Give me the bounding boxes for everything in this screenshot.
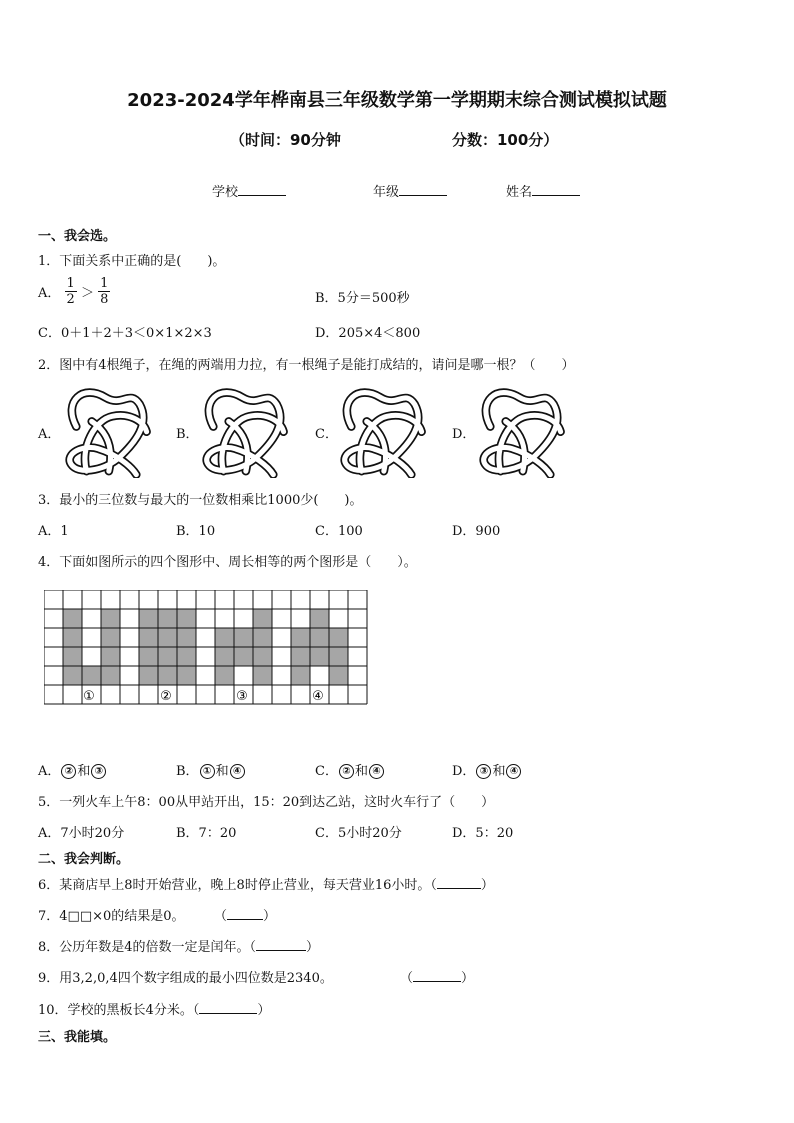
q10-answer-blank[interactable]	[199, 1001, 257, 1014]
q4-option-c[interactable]: C． ② 和 ④	[315, 760, 385, 779]
grid-lines	[44, 590, 367, 704]
q8-answer-blank[interactable]	[256, 938, 306, 951]
q3-option-d[interactable]: D．900	[452, 524, 501, 539]
question-4: 4．下面如图所示的四个图形中、周长相等的两个图形是（ ）。	[38, 555, 417, 570]
greater-than-sign: ＞	[80, 286, 94, 301]
fraction-one-half: $\frac{1}{2}$	[66, 276, 75, 307]
section-1-heading: 一、我会选。	[38, 229, 117, 244]
q5-option-d[interactable]: D．5：20	[452, 826, 514, 841]
exam-score: 分数：100分）	[452, 131, 559, 149]
circled-number: ③	[91, 764, 106, 779]
page-title: 2023-2024学年桦南县三年级数学第一学期期末综合测试模拟试题	[127, 90, 667, 111]
exam-time: （时间：90分钟	[230, 131, 341, 149]
question-9: 9．用3,2,0,4四个数字组成的最小四位数是2340。	[38, 971, 333, 986]
q6-answer-blank[interactable]	[437, 876, 481, 889]
question-6: 6．某商店早上8时开始营业，晚上8时停止营业，每天营业16小时。（ ）	[38, 878, 494, 893]
circled-number: ④	[369, 764, 384, 779]
q3-option-a[interactable]: A．1	[38, 524, 69, 539]
question-2: 2．图中有4根绳子，在绳的两端用力拉，有一根绳子是能打成结的，请问是哪一根？（ ）	[38, 358, 575, 373]
question-1: 1．下面关系中正确的是( )。	[38, 254, 226, 269]
section-2-heading: 二、我会判断。	[38, 852, 130, 867]
q2-option-d[interactable]: D．	[452, 427, 476, 442]
circled-number: ②	[339, 764, 354, 779]
shape-label-4: ④	[312, 689, 324, 704]
question-7: 7．4□□×0的结果是0。	[38, 909, 185, 924]
section-3-heading: 三、我能填。	[38, 1030, 117, 1045]
circled-number: ④	[506, 764, 521, 779]
q1-option-d[interactable]: D．205×4＜800	[315, 326, 421, 341]
q5-option-c[interactable]: C．5小时20分	[315, 826, 402, 841]
q4-option-b[interactable]: B． ① 和 ④	[176, 760, 246, 779]
question-5: 5．一列火车上午8：00从甲站开出，15：20到达乙站，这时火车行了（ ）	[38, 795, 495, 810]
q9-answer-blank[interactable]	[413, 969, 461, 982]
grade-blank[interactable]	[399, 183, 447, 196]
rope-knot-a-icon	[60, 382, 156, 478]
rope-knot-b-icon	[197, 382, 293, 478]
school-label: 学校	[212, 185, 239, 200]
grade-label: 年级	[373, 185, 400, 200]
rope-knot-c-icon	[335, 382, 431, 478]
q1-option-c[interactable]: C．0＋1＋2＋3＜0×1×2×3	[38, 326, 212, 341]
q2-option-b[interactable]: B．	[176, 427, 199, 442]
fraction-one-eighth: $\frac{1}{8}$	[100, 276, 109, 307]
q1-option-a[interactable]	[38, 276, 110, 307]
q7-answer-blank[interactable]	[227, 907, 263, 920]
school-blank[interactable]	[238, 183, 286, 196]
q3-option-c[interactable]: C．100	[315, 524, 363, 539]
q3-option-b[interactable]: B．10	[176, 524, 216, 539]
q7-answer: （ ）	[214, 909, 277, 924]
name-label: 姓名	[506, 185, 533, 200]
circled-number: ③	[476, 764, 491, 779]
shape-label-2: ②	[160, 689, 172, 704]
question-8: 8．公历年数是4的倍数一定是闰年。（ ）	[38, 940, 320, 955]
q1-option-b[interactable]: B．5分＝500秒	[315, 291, 410, 306]
q1-option-a-label: A．	[38, 286, 61, 301]
name-field	[506, 181, 580, 200]
grade-field	[373, 181, 447, 200]
rope-knot-d-icon	[474, 382, 570, 478]
q5-option-a[interactable]: A．7小时20分	[38, 826, 125, 841]
circled-number: ④	[230, 764, 245, 779]
perimeter-grid-figure	[44, 590, 368, 706]
shape-label-3: ③	[236, 689, 248, 704]
circled-number: ①	[200, 764, 215, 779]
question-10: 10．学校的黑板长4分米。（ ）	[38, 1003, 271, 1018]
q2-option-c[interactable]: C．	[315, 427, 338, 442]
q9-answer: （ ）	[400, 971, 475, 986]
school-field	[212, 181, 286, 200]
question-3: 3．最小的三位数与最大的一位数相乘比1000少( )。	[38, 493, 363, 508]
circled-number: ②	[61, 764, 76, 779]
q4-option-a[interactable]: A． ② 和 ③	[38, 760, 107, 779]
q5-option-b[interactable]: B．7：20	[176, 826, 237, 841]
q2-option-a[interactable]: A．	[38, 427, 61, 442]
name-blank[interactable]	[532, 183, 580, 196]
shape-label-1: ①	[83, 689, 95, 704]
q4-option-d[interactable]: D． ③ 和 ④	[452, 760, 522, 779]
